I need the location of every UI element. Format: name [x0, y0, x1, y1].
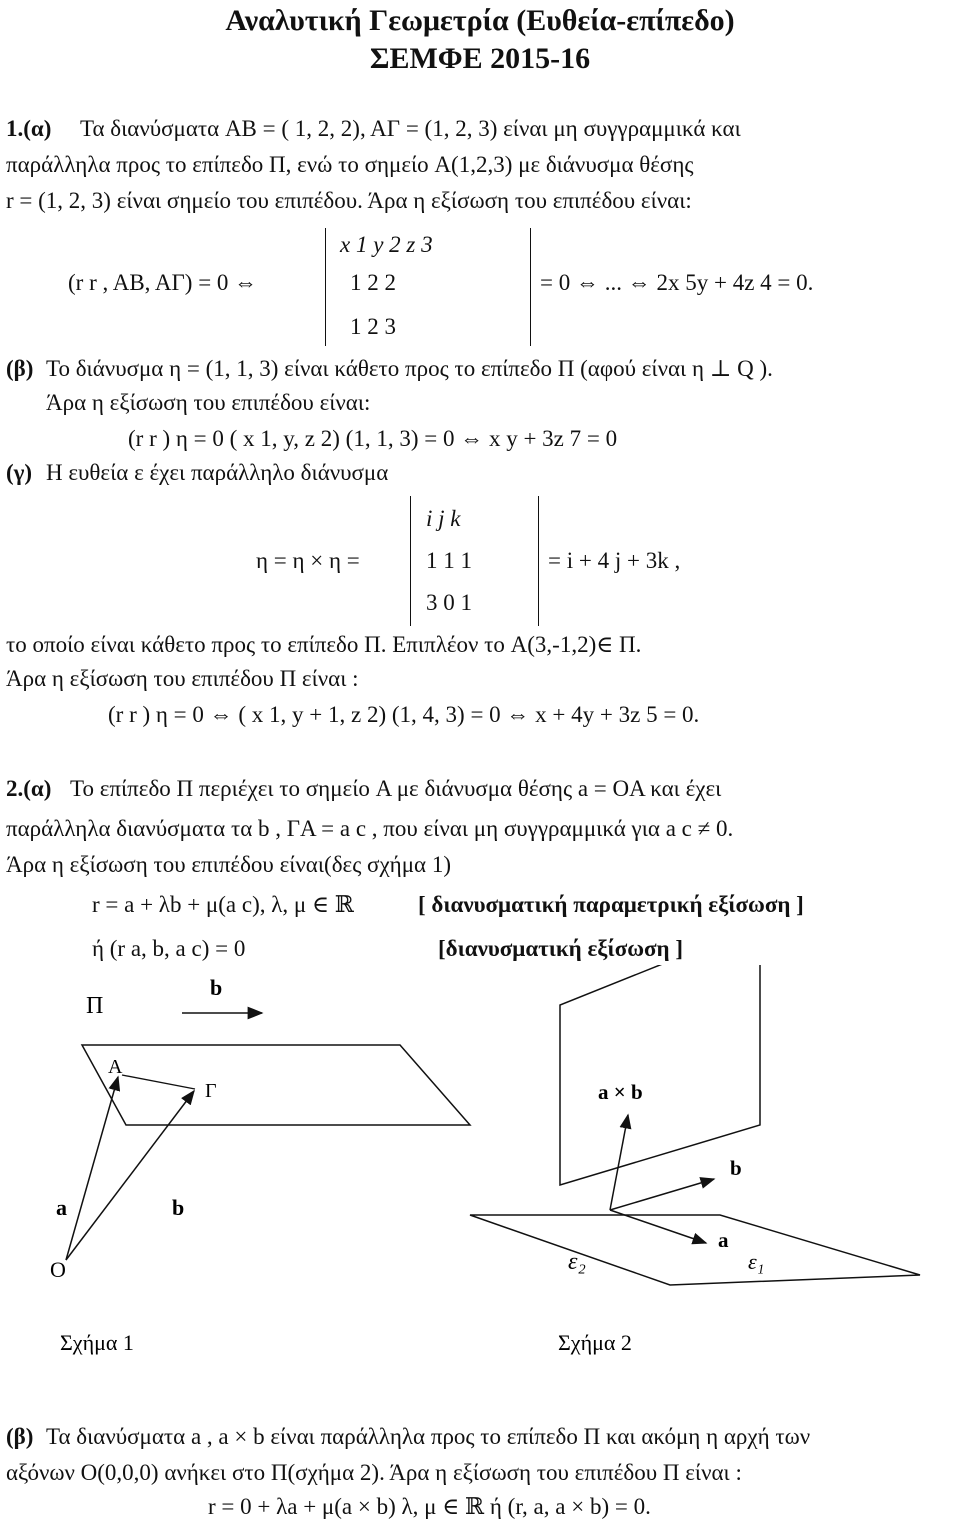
- det2-row1: i j k: [426, 506, 461, 531]
- problem1-b-line1: Το διάνυσμα η = (1, 1, 3) είναι κάθετο προς το επίπεδο Π (αφού είναι η ⊥ Q ).: [46, 356, 773, 381]
- figure2-caption: Σχήμα 2: [558, 1330, 632, 1355]
- problem1-c-equation: (r r ) η = 0 ⇔ ( x 1, y + 1, z 2) (1, 4, 3) = 0 ⇔ x + 4y + 3z 5 = 0.: [108, 702, 700, 727]
- problem2-a-line1: Το επίπεδο Π περιέχει το σημείο A με διάνυσμα θέσης a = OA και έχει: [70, 776, 722, 801]
- figure1-plane: [82, 1045, 470, 1125]
- problem1-a-lhs: (r r , AB, AΓ) = 0 ⇔: [68, 270, 258, 295]
- figure2-vector-b: [610, 1179, 714, 1210]
- figure2-plane-vertical: [560, 965, 760, 1185]
- figure1-plane-label: Π: [86, 993, 104, 1019]
- vector-parametric-label: [ διανυσματική παραμετρική εξίσωση ]: [418, 892, 804, 917]
- figure1-vector-a: [66, 1077, 118, 1260]
- vector-parametric-equation: r = a + λb + μ(a c), λ, μ ∈ ℝ: [92, 892, 354, 917]
- vector-equation: ή (r a, b, a c) = 0: [92, 936, 246, 961]
- figure2-label-eps2: ε₂: [568, 1249, 586, 1275]
- det1-row3: 1 2 3: [350, 314, 396, 339]
- problem1-c-line3: Άρα η εξίσωση του επιπέδου Π είναι :: [6, 666, 359, 691]
- problem2-a-line3: Άρα η εξίσωση του επιπέδου είναι(δες σχήμα 1): [6, 852, 451, 877]
- problem1-a-line1: Τα διανύσματα AB = ( 1, 2, 2), AΓ = (1, 2, 3) είναι μη συγγραμμικά και: [80, 116, 741, 141]
- figure1-label-Gamma: Γ: [205, 1080, 217, 1102]
- problem1-c-lhs: η = η × η =: [256, 548, 360, 573]
- problem1-c-line1: Η ευθεία ε έχει παράλληλο διάνυσμα: [46, 460, 389, 485]
- figure1-segment-GA: [122, 1075, 195, 1089]
- problem1-a-rhs: = 0 ⇔ ... ⇔ 2x 5y + 4z 4 = 0.: [540, 270, 814, 295]
- problem1-c-line2: το οποίο είναι κάθετο προς το επίπεδο Π. Επιπλέον το A(3,-1,2)∈ Π.: [6, 632, 642, 657]
- problem2-b-equation: r = 0 + λa + μ(a × b) λ, μ ∈ ℝ ή (r, a, a × b) = 0.: [208, 1494, 651, 1519]
- problem1-a-label: 1.(α): [6, 116, 52, 141]
- problem1-a-line2: παράλληλα προς το επίπεδο Π, ενώ το σημείο A(1,2,3) με διάνυσμα θέσης: [6, 152, 694, 177]
- page-subtitle: ΣΕΜΦΕ 2015-16: [369, 42, 591, 75]
- figure1-label-b: b: [172, 1195, 185, 1220]
- page-title: Αναλυτική Γεωμετρία (Ευθεία-επίπεδο): [225, 4, 735, 37]
- problem1-a-line3: r = (1, 2, 3) είναι σημείο του επιπέδου. Άρα η εξίσωση του επιπέδου είναι:: [6, 188, 692, 213]
- figure1: [50, 975, 470, 1355]
- problem1-c-label: (γ): [6, 460, 33, 485]
- figure2-label-b: b: [730, 1156, 742, 1180]
- det1-row1: x 1 y 2 z 3: [340, 232, 433, 257]
- figure1-b-top-label: b: [210, 975, 223, 1000]
- figure1-label-a: a: [56, 1195, 67, 1220]
- figure2-label-eps1: ε₁: [748, 1249, 765, 1274]
- figure2-label-axb: a × b: [598, 1080, 643, 1104]
- figures-svg: [0, 965, 960, 1365]
- det1-right-bar: [530, 228, 531, 346]
- problem2-a-line2: παράλληλα διανύσματα τα b , ΓA = a c , που είναι μη συγγραμμικά για a c ≠ 0.: [6, 816, 734, 841]
- figure2-vector-axb: [610, 1115, 628, 1210]
- figure1-label-O: O: [50, 1257, 66, 1282]
- figure1-label-A: A: [108, 1056, 123, 1078]
- figure2: [470, 965, 920, 1355]
- det2-right-bar: [538, 496, 539, 626]
- problem2-a-label: 2.(α): [6, 776, 52, 801]
- det1-left-bar: [325, 228, 326, 346]
- figure1-caption: Σχήμα 1: [60, 1330, 134, 1355]
- problem2-b-label: (β): [6, 1424, 34, 1449]
- problem1-b-equation: (r r ) η = 0 ( x 1, y, z 2) (1, 1, 3) = 0 ⇔ x y + 3z 7 = 0: [128, 426, 618, 451]
- det2-left-bar: [410, 496, 411, 626]
- figure1-vector-c: [66, 1091, 194, 1260]
- det2-row2: 1 1 1: [426, 548, 472, 573]
- problem2-b-line1: Τα διανύσματα a , a × b είναι παράλληλα προς το επίπεδο Π και ακόμη η αρχή των: [46, 1424, 811, 1449]
- problem1-b-label: (β): [6, 356, 34, 381]
- figure2-label-a: a: [718, 1228, 729, 1252]
- vector-equation-label: [διανυσματική εξίσωση ]: [438, 936, 683, 961]
- problem1-c-rhs: = i + 4 j + 3k ,: [548, 548, 681, 573]
- det2-row3: 3 0 1: [426, 590, 472, 615]
- problem1-b-line2: Άρα η εξίσωση του επιπέδου είναι:: [46, 390, 371, 415]
- problem2-b-line2: αξόνων O(0,0,0) ανήκει στο Π(σχήμα 2). Άρα η εξίσωση του επιπέδου Π είναι :: [6, 1460, 742, 1485]
- det1-row2: 1 2 2: [350, 270, 396, 295]
- figure2-plane-horizontal: [470, 1215, 920, 1285]
